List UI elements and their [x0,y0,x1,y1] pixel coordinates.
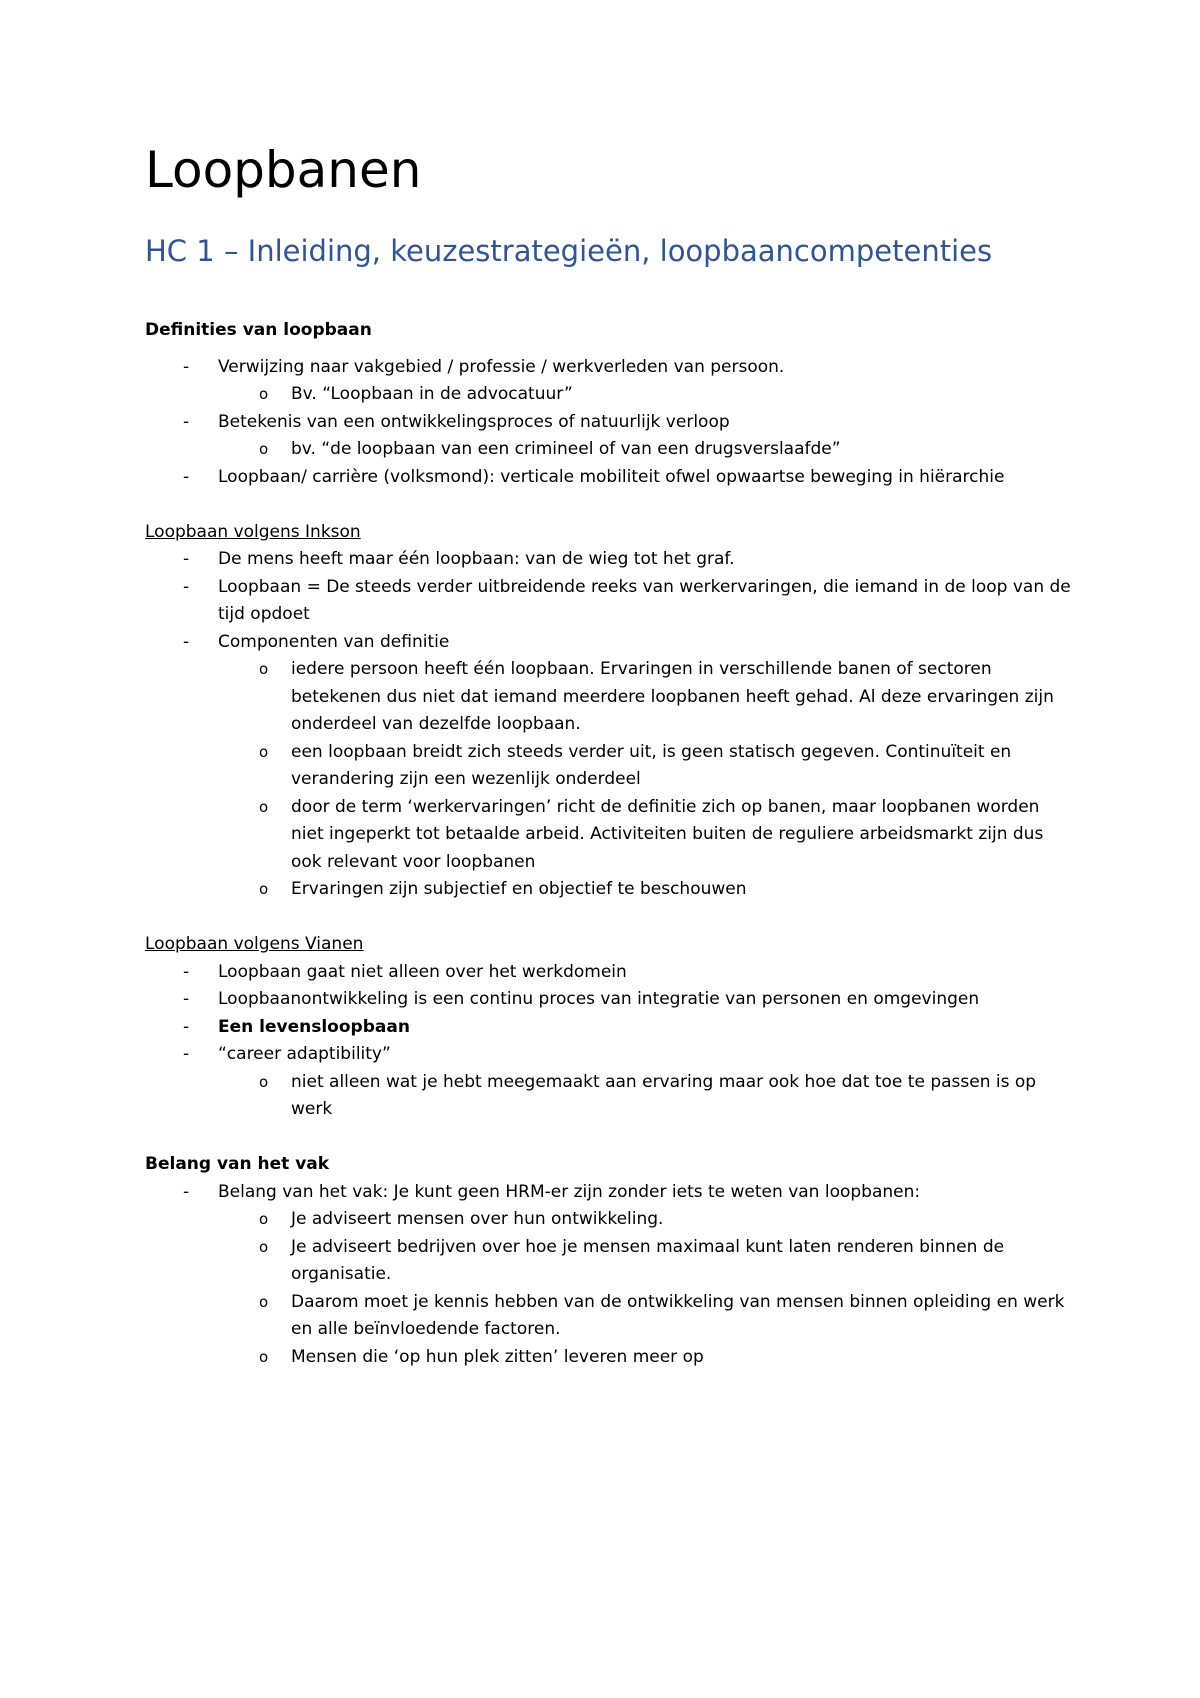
sub-list-item [218,436,1075,464]
list-item-text: Verwijzing naar vakgebied / professie / werkverleden van persoon. [218,356,785,377]
dash-marker: - [183,466,190,487]
sub-list-item-text: Je adviseert bedrijven over hoe je mensen maximaal kunt laten renderen binnen de organisatie. [291,1236,1005,1284]
list-item-text: “career adaptibility” [218,1044,391,1064]
list-item-text: De mens heeft maar één loopbaan: van de wieg tot het graf. [218,549,735,569]
list-item-text: Componenten van definitie [218,631,450,652]
sub-list-item-text: bv. “de loopbaan van een crimineel of van een drugsverslaafde” [291,439,841,459]
list-item [145,409,1075,464]
sub-list-item [218,381,1075,409]
sub-list [218,656,1075,904]
list-item [145,1014,1075,1042]
circle-marker: o [259,742,269,761]
sub-list-item-text: Ervaringen zijn subjectief en objectief te beschouwen [291,879,747,899]
list-item-text: Loopbaan = De steeds verder uitbreidende reeks van werkervaringen, die iemand in de loop van de tijd opdoet [218,576,1071,624]
sub-list-item [218,794,1075,877]
sub-list-item-text: Mensen die ‘op hun plek zitten’ leveren meer op [291,1346,704,1367]
list-item [145,959,1075,987]
importance-list [145,1179,1075,1372]
sub-list-item-text: Daarom moet je kennis hebben van de ontwikkeling van mensen binnen opleiding en werk en alle beïnvloedende factoren. [291,1291,1065,1339]
section-inkson-heading: Loopbaan volgens Inkson [145,521,361,542]
circle-marker: o [259,880,269,898]
list-item [145,1179,1075,1372]
list-item-text: Loopbaan/ carrière (volksmond): verticale mobiliteit ofwel opwaartse beweging in hiërarchie [218,466,1005,487]
dash-marker: - [183,631,190,652]
circle-marker: o [259,385,269,403]
sub-list-item [218,656,1075,739]
circle-marker: o [259,1072,269,1091]
sub-list-item-text: een loopbaan breidt zich steeds verder uit, is geen statisch gegeven. Continuïteit en verandering zijn een wezenlijk onderdeel [291,741,1012,789]
document-title: Loopbanen [145,141,422,199]
list-item-text: Een levensloopbaan [218,1016,410,1037]
list-item [145,986,1075,1014]
lecture-heading: HC 1 – Inleiding, keuzestrategieën, loopbaancompetenties [145,234,993,268]
dash-marker: - [183,1044,190,1064]
dash-marker: - [183,549,190,569]
circle-marker: o [259,1237,269,1256]
list-item [145,464,1075,492]
circle-marker: o [259,1347,269,1366]
list-item-text: Loopbaan gaat niet alleen over het werkdomein [218,961,627,982]
list-item [145,354,1075,409]
sub-list-item [218,1069,1075,1124]
sub-list-item-text: door de term ‘werkervaringen’ richt de definitie zich op banen, maar loopbanen worden niet ingeperkt tot betaalde arbeid. Activiteiten buiten de reguliere arbeidsmarkt zijn dus ook relevant voor loopbanen [291,796,1044,872]
dash-marker: - [183,1181,190,1202]
sub-list-item [218,1344,1075,1372]
dash-marker: - [183,1016,190,1037]
sub-list-item [218,1289,1075,1344]
sub-list [218,381,1075,409]
sub-list-item-text: niet alleen wat je hebt meegemaakt aan ervaring maar ook hoe dat toe te passen is op werk [291,1071,1037,1119]
dash-marker: - [183,356,190,377]
sub-list [218,1069,1075,1124]
sub-list-item [218,876,1075,904]
sub-list-item [218,1206,1075,1234]
sub-list-item-text: Je adviseert mensen over hun ontwikkeling. [291,1209,664,1229]
inkson-list [145,546,1075,904]
sub-list-item [218,739,1075,794]
dash-marker: - [183,989,190,1009]
document-body [145,317,1075,1371]
sub-list-item-text: Bv. “Loopbaan in de advocatuur” [291,384,573,404]
dash-marker: - [183,576,190,597]
list-item [145,1041,1075,1124]
list-item [145,629,1075,904]
circle-marker: o [259,440,269,458]
list-item-text: Betekenis van een ontwikkelingsproces of natuurlijk verloop [218,411,730,432]
sub-list [218,436,1075,464]
dash-marker: - [183,411,190,432]
sub-list-item-text: iedere persoon heeft één loopbaan. Ervaringen in verschillende banen of sectoren betekenen dus niet dat iemand meerdere loopbanen heeft gehad. Al deze ervaringen zijn onderdeel van dezelfde loopbaan. [291,659,1054,734]
list-item [145,546,1075,574]
circle-marker: o [259,1292,269,1311]
sub-list-item [218,1234,1075,1289]
section-definitions-heading: Definities van loopbaan [145,320,372,340]
list-item [145,574,1075,629]
definitions-list [145,354,1075,492]
vianen-list [145,959,1075,1124]
sub-list [218,1206,1075,1371]
circle-marker: o [259,797,269,816]
circle-marker: o [259,1210,269,1228]
circle-marker: o [259,660,269,678]
section-importance-heading: Belang van het vak [145,1154,330,1174]
section-vianen-heading: Loopbaan volgens Vianen [145,934,364,954]
dash-marker: - [183,961,190,982]
list-item-text: Belang van het vak: Je kunt geen HRM-er zijn zonder iets te weten van loopbanen: [218,1181,921,1202]
list-item-text: Loopbaanontwikkeling is een continu proces van integratie van personen en omgevingen [218,989,980,1009]
